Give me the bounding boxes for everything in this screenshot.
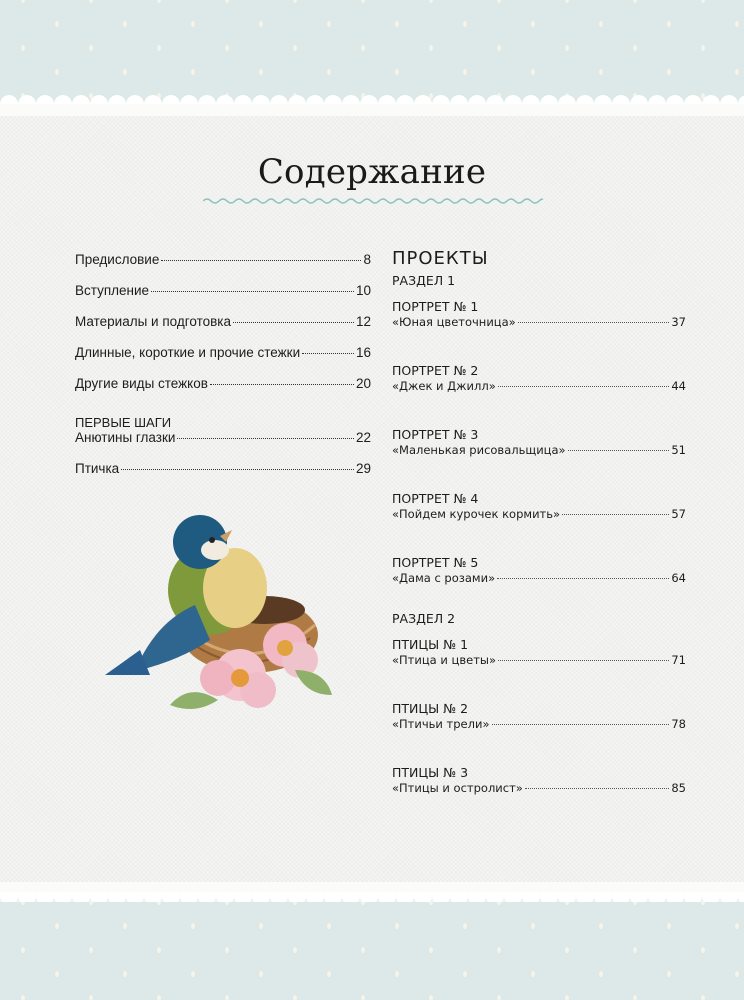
wavy-divider-icon (203, 196, 543, 206)
leader-dots (498, 660, 669, 661)
page-title: Содержание (257, 152, 487, 192)
toc-left-column (75, 252, 371, 492)
projects-column (392, 248, 686, 829)
toc-item[interactable] (75, 430, 371, 461)
entry-heading: ПОРТРЕТ № 3 (392, 427, 479, 442)
toc-item[interactable] (75, 376, 371, 407)
embroidered-bird-nest-icon (100, 510, 340, 725)
leader-dots (151, 291, 354, 292)
toc-item[interactable] (75, 345, 371, 376)
toc-item-label: Материалы и подготовка (75, 314, 231, 329)
toc-entry[interactable] (392, 491, 686, 521)
entry-label: «Юная цветочница» (392, 315, 516, 329)
leader-dots (568, 450, 670, 451)
leader-dots (177, 438, 354, 439)
bottom-decorative-band (0, 902, 744, 1000)
entry-heading: ПОРТРЕТ № 1 (392, 299, 479, 314)
toc-item-label: Анютины глазки (75, 430, 176, 445)
entry-page: 85 (671, 781, 686, 795)
toc-entry[interactable] (392, 701, 686, 731)
entry-heading: ПОРТРЕТ № 4 (392, 491, 479, 506)
toc-item-page: 22 (355, 430, 371, 445)
entry-label: «Маленькая рисовальщица» (392, 443, 566, 457)
leader-dots (161, 260, 361, 261)
toc-item-page: 10 (355, 283, 371, 298)
entry-label: «Джек и Джилл» (392, 379, 496, 393)
entry-label: «Птичьи трели» (392, 717, 490, 731)
entry-heading: ПТИЦЫ № 3 (392, 765, 469, 780)
top-decorative-band (0, 0, 744, 104)
projects-heading: ПРОЕКТЫ (392, 248, 489, 269)
leader-dots (525, 788, 670, 789)
toc-item-page: 16 (355, 345, 371, 360)
toc-group-heading: ПЕРВЫЕ ШАГИ (75, 415, 172, 430)
toc-item-page: 29 (355, 461, 371, 476)
entry-page: 37 (671, 315, 686, 329)
toc-entry[interactable] (392, 637, 686, 667)
leader-dots (302, 353, 354, 354)
leader-dots (498, 386, 670, 387)
toc-entry[interactable] (392, 299, 686, 329)
toc-item[interactable] (75, 314, 371, 345)
entry-page: 64 (671, 571, 686, 585)
entry-page: 71 (671, 653, 686, 667)
entry-label: «Птица и цветы» (392, 653, 497, 667)
toc-item-page: 20 (355, 376, 371, 391)
entry-page: 44 (671, 379, 686, 393)
toc-item[interactable] (75, 283, 371, 314)
entry-heading: ПОРТРЕТ № 2 (392, 363, 479, 378)
entry-label: «Дама с розами» (392, 571, 496, 585)
toc-item[interactable] (75, 461, 371, 492)
entry-heading: ПОРТРЕТ № 5 (392, 555, 479, 570)
toc-item-label: Другие виды стежков (75, 376, 208, 391)
leader-dots (518, 322, 670, 323)
entry-label: «Птицы и остролист» (392, 781, 523, 795)
toc-entry[interactable] (392, 427, 686, 457)
section-title: РАЗДЕЛ 2 (392, 611, 456, 626)
section-title: РАЗДЕЛ 1 (392, 273, 456, 288)
entry-page: 78 (671, 717, 686, 731)
toc-item-label: Вступление (75, 283, 150, 298)
toc-item-label: Птичка (75, 461, 120, 476)
entry-label: «Пойдем курочек кормить» (392, 507, 561, 521)
entry-page: 57 (671, 507, 686, 521)
entry-heading: ПТИЦЫ № 2 (392, 701, 469, 716)
toc-item-label: Длинные, короткие и прочие стежки (75, 345, 301, 360)
toc-item[interactable] (75, 252, 371, 283)
leader-dots (497, 578, 669, 579)
toc-entry[interactable] (392, 765, 686, 795)
leader-dots (233, 322, 354, 323)
toc-entry[interactable] (392, 555, 686, 585)
leader-dots (492, 724, 670, 725)
toc-item-page: 12 (355, 314, 371, 329)
leader-dots (562, 514, 669, 515)
toc-item-page: 8 (363, 252, 371, 267)
top-lace-fill (0, 104, 744, 116)
leader-dots (121, 469, 354, 470)
toc-item-label: Предисловие (75, 252, 160, 267)
leader-dots (210, 384, 354, 385)
entry-heading: ПТИЦЫ № 1 (392, 637, 469, 652)
entry-page: 51 (671, 443, 686, 457)
toc-entry[interactable] (392, 363, 686, 393)
